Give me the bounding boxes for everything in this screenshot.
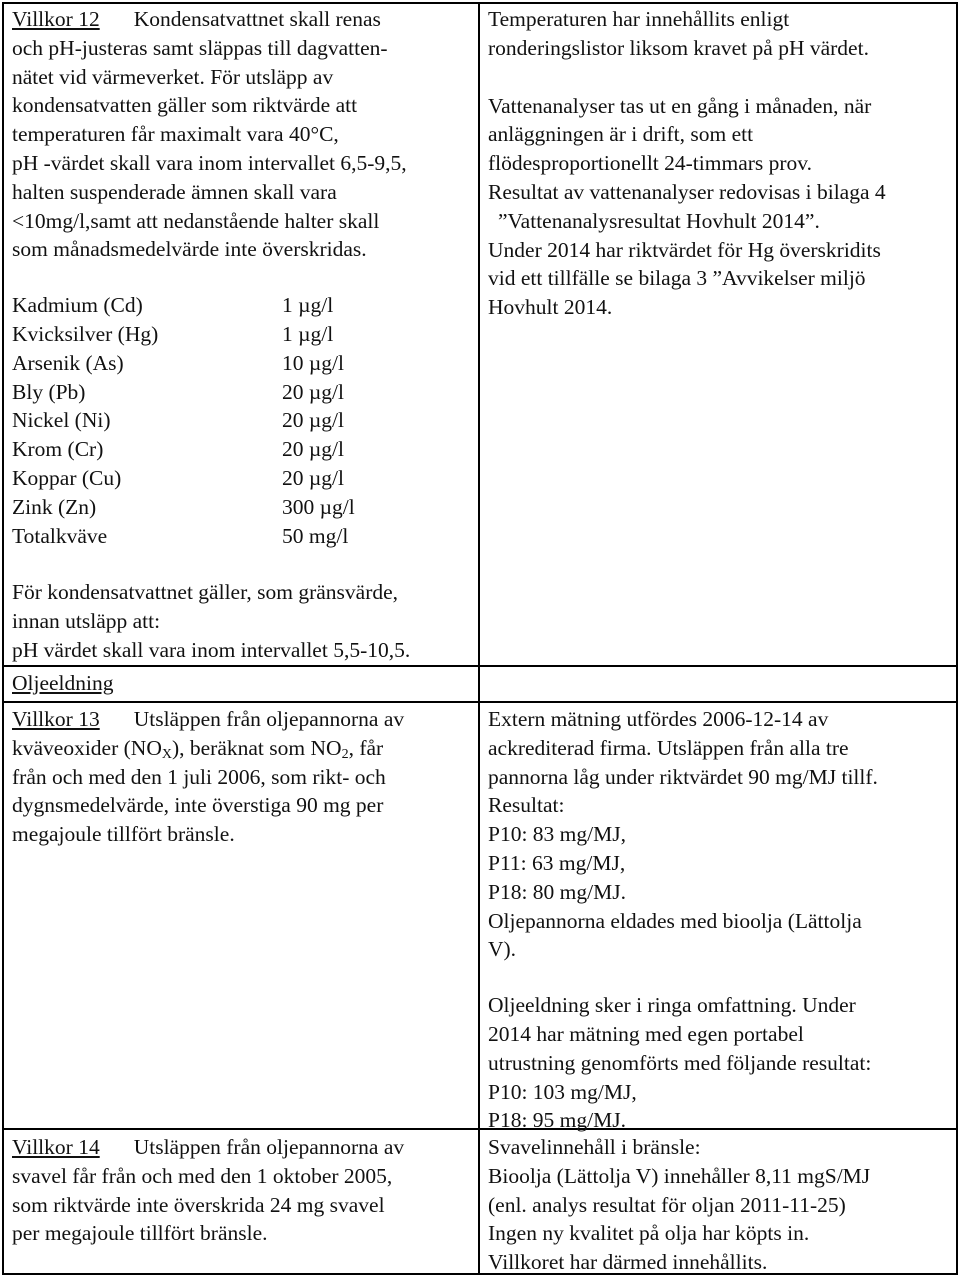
villkor-14-label: Villkor 14 xyxy=(12,1135,100,1159)
substance-name: Totalkväve xyxy=(12,523,108,548)
status-text-line: P10: 103 mg/MJ, xyxy=(488,1079,637,1104)
status-text-line: 2014 har mätning med egen portabel xyxy=(488,1021,804,1046)
villkor-13-heading xyxy=(12,705,478,734)
status-text-line: Ingen ny kvalitet på olja har köpts in. xyxy=(488,1221,810,1246)
substance-name: Bly (Pb) xyxy=(12,379,86,404)
villkor-13-status-cell xyxy=(488,705,954,1135)
limit-values-list xyxy=(12,291,478,550)
villkor-14-status-cell xyxy=(488,1133,954,1277)
section-heading-oljeeldning: Oljeeldning xyxy=(12,671,114,695)
substance-name: Kadmium (Cd) xyxy=(12,293,143,318)
status-text-line: vid ett tillfälle se bilaga 3 ”Avvikelser miljö xyxy=(488,266,866,291)
villkor-14-heading xyxy=(12,1133,478,1162)
table-row-divider xyxy=(2,701,958,703)
villkor-14-cell xyxy=(12,1133,478,1248)
villkor-12-cell xyxy=(12,5,478,665)
status-text-line: P10: 83 mg/MJ, xyxy=(488,822,626,847)
status-text-line: V). xyxy=(488,937,517,962)
villkor-13-text-line: dygnsmedelvärde, inte överstiga 90 mg per xyxy=(12,793,384,818)
substance-limit: 20 µg/l xyxy=(282,379,344,404)
status-text-line: Oljeeldning sker i ringa omfattning. Under xyxy=(488,993,856,1018)
substance-name: Koppar (Cu) xyxy=(12,465,122,490)
villkor-14-text-line: svavel får från och med den 1 oktober 2005, xyxy=(12,1163,393,1188)
status-text-line: anläggningen är i drift, som ett xyxy=(488,122,754,147)
table-row-divider xyxy=(2,665,958,667)
villkor-12-text-line: halten suspenderade ämnen skall vara xyxy=(12,179,337,204)
status-text-line: P18: 80 mg/MJ. xyxy=(488,879,626,904)
substance-name: Kvicksilver (Hg) xyxy=(12,321,159,346)
limit-note-line: pH värdet skall vara inom intervallet 5,5-10,5. xyxy=(12,637,411,662)
status-text-line: Under 2014 har riktvärdet för Hg överskridits xyxy=(488,237,881,262)
status-text-line: pannorna låg under riktvärdet 90 mg/MJ tillf. xyxy=(488,764,878,789)
table-border-right xyxy=(956,2,958,1275)
table-column-divider xyxy=(478,2,480,1275)
status-text-line: Oljepannorna eldades med bioolja (Lättolja xyxy=(488,908,862,933)
substance-limit: 20 µg/l xyxy=(282,408,344,433)
villkor-13-text-line: megajoule tillfört bränsle. xyxy=(12,822,235,847)
substance-name: Zink (Zn) xyxy=(12,494,97,519)
limit-values-note xyxy=(12,578,478,664)
status-text-line: Svavelinnehåll i bränsle: xyxy=(488,1135,701,1159)
villkor-13-intro: Utsläppen från oljepannorna av xyxy=(133,707,405,731)
status-text-line: Hovhult 2014. xyxy=(488,295,613,320)
limit-note-line: innan utsläpp att: xyxy=(12,609,161,634)
villkor-12-text-line: temperaturen får maximalt vara 40°C, xyxy=(12,122,339,147)
villkor-12-text-line: nätet vid värmeverket. För utsläpp av xyxy=(12,64,334,89)
status-text-line: Extern mätning utfördes 2006-12-14 av xyxy=(488,707,829,731)
status-text-line: P18: 95 mg/MJ. xyxy=(488,1108,626,1133)
status-text-line: ”Vattenanalysresultat Hovhult 2014”. xyxy=(498,208,820,233)
villkor-12-status-cell xyxy=(488,5,954,322)
substance-limit: 1 µg/l xyxy=(282,293,334,318)
substance-name: Arsenik (As) xyxy=(12,350,124,375)
villkor-13-text-line: från och med den 1 juli 2006, som rikt- och xyxy=(12,764,386,789)
villkor-13-label: Villkor 13 xyxy=(12,707,100,731)
status-text-line: utrustning genomförts med följande resultat: xyxy=(488,1050,872,1075)
status-text-line: Temperaturen har innehållits enligt xyxy=(488,7,790,31)
villkor-13-cell xyxy=(12,705,478,849)
substance-limit: 20 µg/l xyxy=(282,465,344,490)
status-text-line: ronderingslistor liksom kravet på pH värdet. xyxy=(488,35,869,60)
substance-name: Nickel (Ni) xyxy=(12,408,111,433)
villkor-12-label: Villkor 12 xyxy=(12,7,100,31)
substance-limit: 10 µg/l xyxy=(282,350,344,375)
substance-name: Krom (Cr) xyxy=(12,437,104,462)
status-text-line: (enl. analys resultat för oljan 2011-11-25) xyxy=(488,1192,846,1217)
substance-limit: 50 mg/l xyxy=(282,523,349,548)
villkor-12-text-line: <10mg/l,samt att nedanstående halter skall xyxy=(12,208,380,233)
villkor-12-text-line: och pH-justeras samt släppas till dagvatten- xyxy=(12,35,388,60)
villkor-12-text-line: kondensatvatten gäller som riktvärde att xyxy=(12,93,358,118)
villkor-12-text-line: som månadsmedelvärde inte överskridas. xyxy=(12,237,367,262)
status-text-line: Resultat: xyxy=(488,793,565,818)
status-text-line: Vattenanalyser tas ut en gång i månaden, när xyxy=(488,93,872,118)
status-text-line: Resultat av vattenanalyser redovisas i bilaga 4 xyxy=(488,179,886,204)
status-text-line: ackrediterad firma. Utsläppen från alla tre xyxy=(488,735,849,760)
table-border-top xyxy=(2,2,958,4)
status-text-line: flödesproportionellt 24-timmars prov. xyxy=(488,151,813,176)
section-heading-cell xyxy=(12,669,478,698)
substance-limit: 1 µg/l xyxy=(282,321,334,346)
substance-limit: 300 µg/l xyxy=(282,494,355,519)
villkor-12-text-line: pH -värdet skall vara inom intervallet 6,5-9,5, xyxy=(12,150,407,175)
status-text-line: P11: 63 mg/MJ, xyxy=(488,850,626,875)
limit-note-line: För kondensatvattnet gäller, som gränsvärde, xyxy=(12,580,399,605)
substance-limit: 20 µg/l xyxy=(282,437,344,462)
villkor-12-heading xyxy=(12,5,478,34)
status-text-line: Villkoret har därmed innehållits. xyxy=(488,1250,768,1275)
villkor-14-text-line: per megajoule tillfört bränsle. xyxy=(12,1221,268,1246)
villkor-14-intro: Utsläppen från oljepannorna av xyxy=(133,1135,405,1159)
villkor-14-text-line: som riktvärde inte överskrida 24 mg svavel xyxy=(12,1192,385,1217)
villkor-12-intro: Kondensatvattnet skall renas xyxy=(133,7,381,31)
table-border-left xyxy=(2,2,4,1275)
villkor-13-text-line: kväveoxider $(NO_X)$, beräknat som $NO_2$, får xyxy=(12,735,384,762)
status-text-line: Bioolja (Lättolja V) innehåller 8,11 mgS/MJ xyxy=(488,1163,871,1188)
